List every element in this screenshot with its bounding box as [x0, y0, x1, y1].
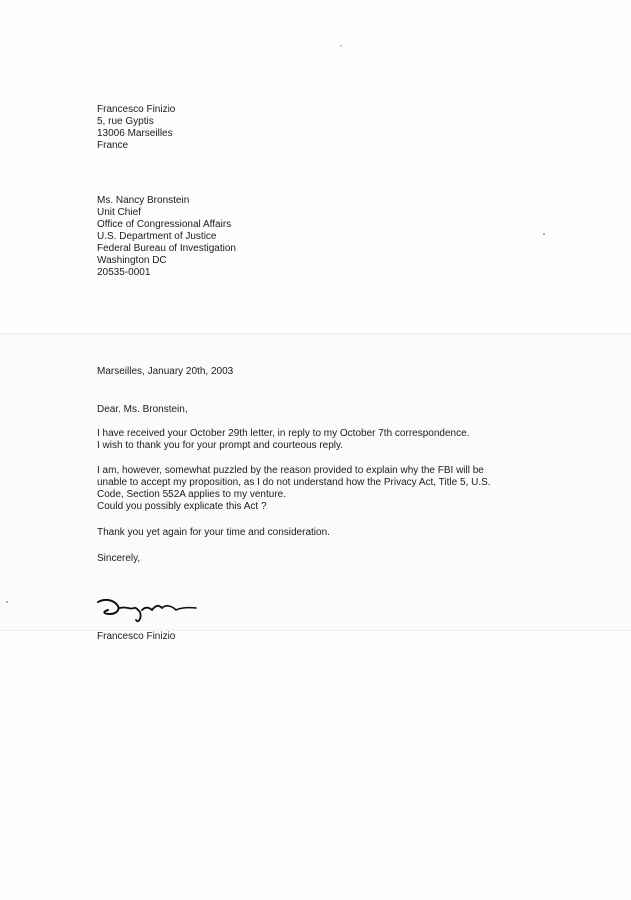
date-line: Marseilles, January 20th, 2003	[97, 366, 234, 377]
sender-address	[97, 104, 175, 152]
recipient-office: Office of Congressional Affairs	[97, 219, 232, 230]
paper-speck	[340, 45, 342, 47]
paragraph-line: unable to accept my proposition, as I do not understand how the Privacy Act, Title 5, U.S.	[97, 477, 491, 488]
paragraph-line: Could you possibly explicate this Act ?	[97, 501, 267, 512]
paper-fold-line	[0, 333, 631, 335]
sender-city: 13006 Marseilles	[97, 128, 173, 139]
paragraph-line: I have received your October 29th letter, in reply to my October 7th correspondence.	[97, 428, 470, 439]
recipient-bureau: Federal Bureau of Investigation	[97, 243, 236, 254]
paragraph-line: I wish to thank you for your prompt and courteous reply.	[97, 440, 344, 451]
paragraph-line: Code, Section 552A applies to my venture.	[97, 489, 287, 500]
paper-speck	[543, 233, 545, 235]
recipient-city: Washington DC	[97, 255, 167, 266]
recipient-address	[97, 195, 236, 279]
paragraph-1	[97, 428, 469, 452]
salutation: Dear. Ms. Bronstein,	[97, 404, 188, 415]
recipient-name: Ms. Nancy Bronstein	[97, 195, 190, 206]
sender-country: France	[97, 140, 129, 151]
closing: Sincerely,	[97, 553, 141, 564]
paragraph-line: I am, however, somewhat puzzled by the reason provided to explain why the FBI will be	[97, 465, 484, 476]
signer-name: Francesco Finizio	[97, 631, 176, 642]
paper-speck	[6, 601, 8, 603]
recipient-title: Unit Chief	[97, 207, 141, 218]
recipient-zip: 20535-0001	[97, 267, 151, 278]
recipient-department: U.S. Department of Justice	[97, 231, 217, 242]
paper-fold-line	[0, 630, 631, 631]
handwritten-signature	[92, 588, 202, 628]
paragraph-3: Thank you yet again for your time and consideration.	[97, 527, 330, 538]
sender-street: 5, rue Gyptis	[97, 116, 154, 127]
sender-name: Francesco Finizio	[97, 104, 176, 115]
paragraph-2	[97, 465, 491, 513]
